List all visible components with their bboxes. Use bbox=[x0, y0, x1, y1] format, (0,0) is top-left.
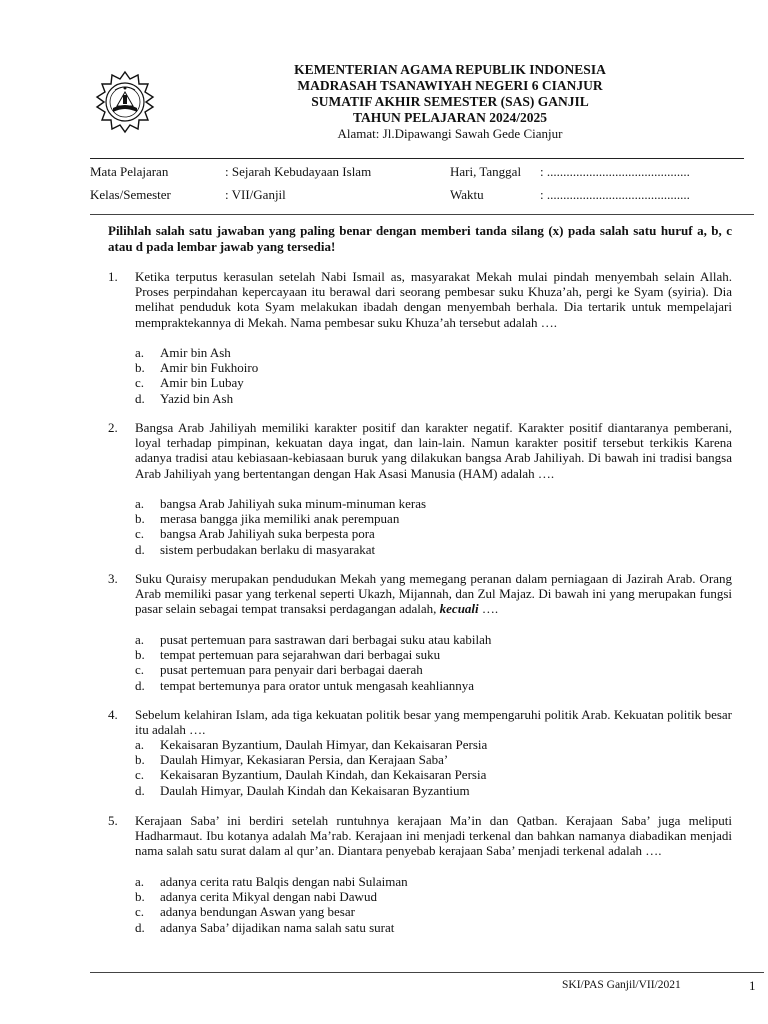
question-number: 3. bbox=[108, 571, 118, 586]
question-text: Suku Quraisy merupakan pendudukan Mekah yang memegang peranan dalam perniagaan di Jazirah Arab. Orang Arab memiliki pasar yang terkenal seperti Ukazh, Mijannah, dan Zul Majaz. Di bawah ini yang merupakan fungsi pasar selain sebagai tempat transaksi perdagangan adalah, kecuali …. bbox=[135, 571, 732, 617]
ministry-logo bbox=[93, 70, 157, 134]
class-label: Kelas/Semester bbox=[90, 187, 171, 202]
header-ministry: KEMENTERIAN AGAMA REPUBLIK INDONESIA bbox=[294, 62, 606, 77]
header-address: Alamat: Jl.Dipawangi Sawah Gede Cianjur bbox=[337, 126, 563, 141]
page-number: 1 bbox=[749, 978, 756, 993]
footer-divider bbox=[90, 972, 764, 973]
date-value: : ............................................ bbox=[540, 164, 690, 179]
footer-code: SKI/PAS Ganjil/VII/2021 bbox=[562, 979, 681, 991]
question-text: Kerajaan Saba’ ini berdiri setelah runtuhnya kerajaan Ma’in dan Qatban. Kerajaan Saba’ juga meliputi Hadharmaut. Ibu kotanya adalah Ma’rab. Kerajaan ini menjadi terkenal dan bahkan namanya diabadikan menjadi nama salah satu surat dalam al qur’an. Diantara penyebab kerajaan Saba’ menjadi terkenal adalah …. bbox=[135, 813, 732, 859]
instructions: Pilihlah salah satu jawaban yang paling benar dengan memberi tanda silang (x) pada salah satu huruf a, b, c atau d pada lembar jawab yang tersedia! bbox=[108, 223, 732, 254]
question-text: Ketika terputus kerasulan setelah Nabi Ismail as, masyarakat Mekah mulai pindah menyembah selain Allah. Proses perpindahan kepercayaan itu berawal dari seorang pembesar suku Khuza’ah, pergi ke Syam (syiria). Dia melihat penduduk kota Syam melakukan ibadah dengan menyembah berhala. Dia tertarik untuk mempelajari mempraktekannya di Mekah. Nama pembesar suku Khuza’ah tersebut adalah …. bbox=[135, 269, 732, 330]
question-text: Sebelum kelahiran Islam, ada tiga kekuatan politik besar yang mempengaruhi politik Arab. Kekuatan politik besar itu adalah …. bbox=[135, 707, 732, 738]
date-label: Hari, Tanggal bbox=[450, 164, 522, 179]
question-number: 5. bbox=[108, 813, 118, 828]
time-value: : ............................................ bbox=[540, 187, 690, 202]
letterhead bbox=[170, 62, 730, 142]
header-year: TAHUN PELAJARAN 2024/2025 bbox=[352, 110, 547, 125]
question-text: Bangsa Arab Jahiliyah memiliki karakter positif dan karakter negatif. Karakter positif diantaranya pemberani, loyal terhadap pimpinan, kekuatan daya ingat, dan lain-lain. Namun karakter positif tersebut terkikis Karena adanya tradisi atau kebiasaan-kebiasaan buruk yang dilakukan bangsa Arab Jahiliyah. Di bawah ini tradisi bangsa Arab Jahiliyah yang bertentangan dengan Hak Asasi Manusia (HAM) adalah …. bbox=[135, 420, 732, 481]
info-divider bbox=[90, 214, 754, 215]
question-number: 1. bbox=[108, 269, 118, 284]
subject-label: Mata Pelajaran bbox=[90, 164, 169, 179]
time-label: Waktu bbox=[450, 187, 484, 202]
header-divider bbox=[90, 158, 744, 159]
question-number: 4. bbox=[108, 707, 118, 722]
header-exam: SUMATIF AKHIR SEMESTER (SAS) GANJIL bbox=[311, 94, 589, 109]
question-number: 2. bbox=[108, 420, 118, 435]
header-school: MADRASAH TSANAWIYAH NEGERI 6 CIANJUR bbox=[297, 78, 603, 93]
subject-value: : Sejarah Kebudayaan Islam bbox=[225, 164, 372, 179]
class-value: : VII/Ganjil bbox=[225, 187, 286, 202]
question-emphasis: kecuali bbox=[439, 601, 479, 617]
